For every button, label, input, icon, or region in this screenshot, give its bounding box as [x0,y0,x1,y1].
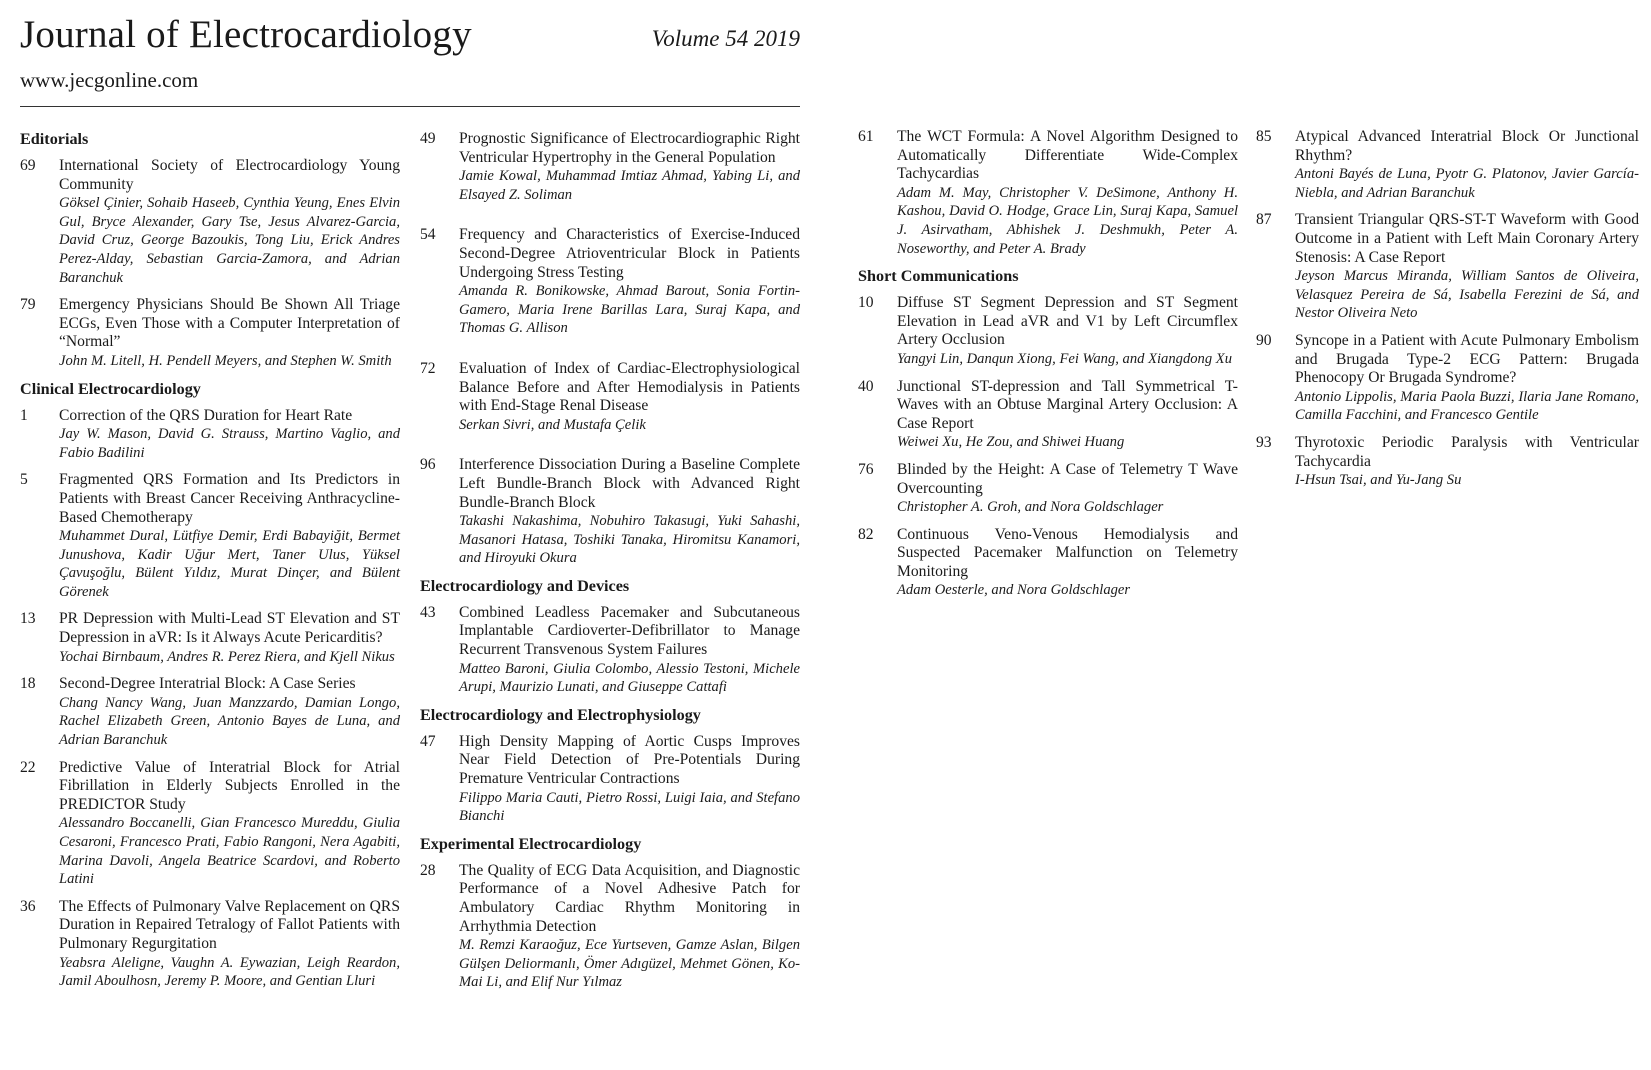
article-title[interactable]: Junctional ST-depression and Tall Symmetrical T-Waves with an Obtuse Marginal Artery Occlusion: A Case Report [897,377,1238,432]
article-title[interactable]: High Density Mapping of Aortic Cusps Improves Near Field Detection of Pre-Potentials During Premature Ventricular Contractions [459,732,800,788]
article-authors: I-Hsun Tsai, and Yu-Jang Su [1295,472,1462,489]
page-number: 85 [1256,128,1272,145]
page-number: 18 [20,675,36,693]
article-authors: Antoni Bayés de Luna, Pyotr G. Platonov, Javier García-Niebla, and Adrian Baranchuk [1295,166,1639,201]
page-number: 36 [20,897,36,915]
page-number: 5 [20,471,28,489]
article-title[interactable]: PR Depression with Multi-Lead ST Elevation and ST Depression in aVR: Is it Always Acute Pericarditis? [59,610,400,647]
page-number: 90 [1256,331,1272,349]
toc-entry[interactable] [420,862,800,992]
article-authors: Christopher A. Groh, and Nora Goldschlager [897,499,1164,516]
page-number: 28 [420,861,436,879]
article-authors: Jamie Kowal, Muhammad Imtiaz Ahmad, Yabing Li, and Elsayed Z. Soliman [459,168,800,203]
article-authors: Yeabsra Aleligne, Vaughn A. Eywazian, Leigh Reardon, Jamil Aboulhosn, Jeremy P. Moore, and Gentian Lluri [59,954,400,990]
toc-entry[interactable] [20,898,400,991]
toc-entry[interactable] [858,128,1238,258]
article-title[interactable]: The Quality of ECG Data Acquisition, and Diagnostic Performance of a Novel Adhesive Patch for Ambulatory Cardiac Rhythm Monitoring in Arrhythmia Detection [459,861,800,935]
journal-url[interactable]: www.jecgonline.com [20,68,199,92]
journal-title: Journal of Electrocardiology [20,13,472,56]
toc-column-3 [858,128,1238,609]
page-number: 61 [858,128,874,145]
section-heading: Editorials [20,130,89,148]
article-title[interactable]: Combined Leadless Pacemaker and Subcutaneous Implantable Cardioverter-Defibrillator to Manage Recurrent Transvenous System Failures [459,603,800,659]
toc-entry[interactable] [20,157,400,287]
article-authors: Göksel Çinier, Sohaib Haseeb, Cynthia Yeung, Enes Elvin Gul, Bryce Alexander, Gary Tse, Jesus Alvarez-Garcia, David Cruz, George Bazoukis, Tong Liu, Erick Andres Perez-Alday, Sebastian Garcia-Zamora, and Adrian Baranchuk [59,195,400,286]
page-number: 13 [20,610,36,628]
article-title[interactable]: Fragmented QRS Formation and Its Predictors in Patients with Breast Cancer Receiving Anthracycline-Based Chemotherapy [59,471,400,526]
article-title[interactable]: Prognostic Significance of Electrocardiographic Right Ventricular Hypertrophy in the General Population [459,130,800,166]
toc-entry[interactable] [20,407,400,463]
page-number: 69 [20,157,36,174]
article-authors: Yochai Birnbaum, Andres R. Perez Riera, and Kjell Nikus [59,648,395,665]
page-number: 49 [420,130,436,147]
section-heading: Electrocardiology and Electrophysiology [420,705,701,724]
toc-entry[interactable] [420,456,800,568]
article-title[interactable]: Evaluation of Index of Cardiac-Electrophysiological Balance Before and After Hemodialysis in Patients with End-Stage Renal Disease [459,359,800,415]
section-heading: Short Communications [858,267,1019,286]
toc-entry[interactable] [420,130,800,204]
page-number: 93 [1256,433,1272,451]
page-number: 47 [420,732,436,750]
page-number: 40 [858,377,874,395]
toc-entry[interactable] [1256,434,1639,490]
toc-entry[interactable] [858,461,1238,517]
article-title[interactable]: The Effects of Pulmonary Valve Replacement on QRS Duration in Repaired Tetralogy of Fallot Patients with Pulmonary Regurgitation [59,897,400,952]
volume-label: Volume 54 2019 [651,26,800,51]
article-title[interactable]: Correction of the QRS Duration for Heart Rate [59,406,353,424]
page-number: 72 [420,359,436,377]
page-number: 22 [20,758,36,776]
page-number: 54 [420,226,436,244]
article-title[interactable]: International Society of Electrocardiology Young Community [59,157,400,193]
toc-entry[interactable] [420,226,800,338]
toc-entry[interactable] [1256,332,1639,425]
article-title[interactable]: Transient Triangular QRS-ST-T Waveform with Good Outcome in a Patient with Left Main Coronary Artery Stenosis: A Case Report [1295,211,1639,266]
page-number: 96 [420,456,436,474]
toc-entry[interactable] [1256,128,1639,202]
header-divider [20,106,800,107]
article-authors: M. Remzi Karaoğuz, Ece Yurtseven, Gamze Aslan, Bilgen Gülşen Deliormanlı, Ömer Adıgüzel, Mehmet Gönen, Ko-Mai Li, and Elif Nur Yılmaz [459,937,800,991]
toc-entry[interactable] [420,360,800,434]
article-title[interactable]: Atypical Advanced Interatrial Block Or Junctional Rhythm? [1295,128,1639,164]
toc-column-1 [20,130,400,1000]
article-authors: Chang Nancy Wang, Juan Manzzardo, Damian Longo, Rachel Elizabeth Green, Antonio Bayes de Luna, and Adrian Baranchuk [59,694,400,749]
article-authors: Yangyi Lin, Danqun Xiong, Fei Wang, and Xiangdong Xu [897,350,1232,367]
article-authors: Jay W. Mason, David G. Strauss, Martino Vaglio, and Fabio Badilini [59,426,400,461]
article-title[interactable]: Blinded by the Height: A Case of Telemetry T Wave Overcounting [897,460,1238,497]
article-authors: Adam M. May, Christopher V. DeSimone, Anthony H. Kashou, David O. Hodge, Grace Lin, Suraj Kapa, Samuel J. Asirvatham, Abhishek J. Deshmukh, Peter A. Noseworthy, and Peter A. Brady [897,184,1238,257]
section-heading: Clinical Electrocardiology [20,379,201,398]
article-authors: Takashi Nakashima, Nobuhiro Takasugi, Yuki Sahashi, Masanori Hatasa, Toshiki Tanaka, Hiromitsu Kanamori, and Hiroyuki Okura [459,513,800,567]
article-title[interactable]: Continuous Veno-Venous Hemodialysis and Suspected Pacemaker Malfunction on Telemetry Monitoring [897,525,1238,580]
toc-entry[interactable] [420,733,800,826]
page-number: 76 [858,460,874,478]
article-authors: Adam Oesterle, and Nora Goldschlager [897,582,1131,599]
toc-column-4 [1256,128,1639,499]
article-title[interactable]: Thyrotoxic Periodic Paralysis with Ventricular Tachycardia [1295,433,1639,470]
article-authors: Antonio Lippolis, Maria Paola Buzzi, Ilaria Jane Romano, Camilla Facchini, and Francesco Gentile [1295,388,1639,424]
article-title[interactable]: Interference Dissociation During a Baseline Complete Left Bundle-Branch Block with Advanced Right Bundle-Branch Block [459,456,800,511]
article-authors: Muhammet Dural, Lütfiye Demir, Erdi Babayiğit, Bermet Junushova, Kadir Uğur Mert, Taner Ulus, Yüksel Çavuşoğlu, Bülent Yıldız, Murat Dinçer, and Bülent Görenek [59,528,400,600]
article-authors: John M. Litell, H. Pendell Meyers, and Stephen W. Smith [59,352,392,369]
section-heading: Electrocardiology and Devices [420,576,630,595]
toc-column-2 [420,130,800,1001]
toc-entry[interactable] [420,604,800,697]
toc-entry[interactable] [20,296,400,370]
article-authors: Weiwei Xu, He Zou, and Shiwei Huang [897,434,1125,451]
article-title[interactable]: Frequency and Characteristics of Exercise-Induced Second-Degree Atrioventricular Block in Patients Undergoing Stress Testing [459,226,800,281]
toc-entry[interactable] [20,610,400,666]
article-title[interactable]: Emergency Physicians Should Be Shown All Triage ECGs, Even Those with a Computer Interpretation of “Normal” [59,296,400,351]
article-title[interactable]: The WCT Formula: A Novel Algorithm Designed to Automatically Differentiate Wide-Complex Tachycardias [897,128,1238,183]
toc-entry[interactable] [20,471,400,601]
article-title[interactable]: Diffuse ST Segment Depression and ST Segment Elevation in Lead aVR and V1 by Left Circumflex Artery Occlusion [897,294,1238,349]
page-number: 10 [858,294,874,312]
section-heading: Experimental Electrocardiology [420,834,642,853]
page-number: 87 [1256,211,1272,229]
page-number: 82 [858,525,874,543]
article-title[interactable]: Syncope in a Patient with Acute Pulmonary Embolism and Brugada Type-2 ECG Pattern: Brugada Phenocopy Or Brugada Syndrome? [1295,331,1639,387]
article-authors: Alessandro Boccanelli, Gian Francesco Mureddu, Giulia Cesaroni, Francesco Prati, Fabio Rangoni, Nera Agabiti, Marina Davoli, Angela Beatrice Scardovi, and Roberto Latini [59,815,400,888]
page-number: 1 [20,406,28,424]
article-title[interactable]: Predictive Value of Interatrial Block for Atrial Fibrillation in Elderly Subjects Enrolled in the PREDICTOR Study [59,758,400,813]
article-authors: Matteo Baroni, Giulia Colombo, Alessio Testoni, Michele Arupi, Maurizio Lunati, and Giuseppe Cattafi [459,660,800,696]
article-authors: Jeyson Marcus Miranda, William Santos de Oliveira, Velasquez Pereira de Sá, Isabella Ferezini de Sá, and Nestor Oliveira Neto [1295,268,1639,322]
toc-entry[interactable] [1256,211,1639,323]
toc-entry[interactable] [858,378,1238,452]
toc-entry[interactable] [20,675,400,749]
article-authors: Amanda R. Bonikowske, Ahmad Barout, Sonia Fortin-Gamero, Maria Irene Barillas Lara, Suraj Kapa, and Thomas G. Allison [459,283,800,337]
journal-header [20,10,800,110]
article-title[interactable]: Second-Degree Interatrial Block: A Case Series [59,675,356,693]
toc-entry[interactable] [20,759,400,889]
page-number: 79 [20,296,36,314]
article-authors: Serkan Sivri, and Mustafa Çelik [459,416,646,433]
toc-entry[interactable] [858,526,1238,600]
article-authors: Filippo Maria Cauti, Pietro Rossi, Luigi Iaia, and Stefano Bianchi [459,789,800,825]
toc-entry[interactable] [858,294,1238,368]
page-number: 43 [420,603,436,621]
